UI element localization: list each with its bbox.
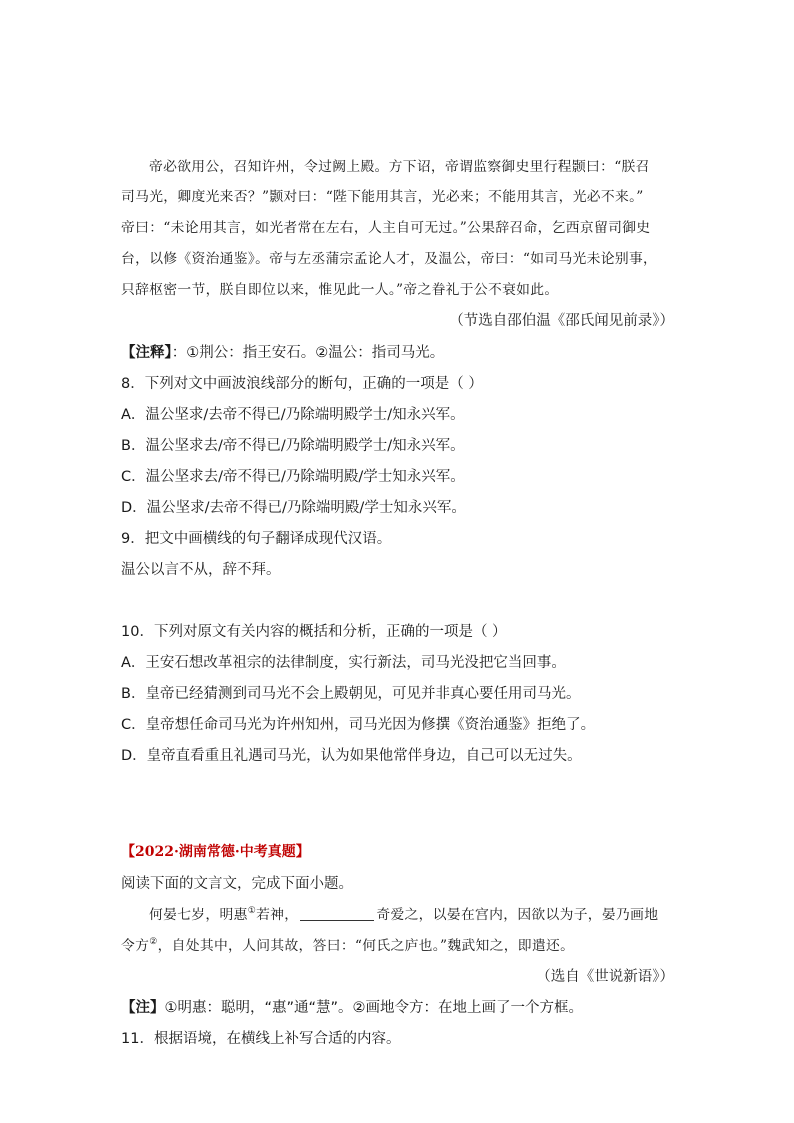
annotation-text: ：①荆公：指王安石。②温公：指司马光。 bbox=[171, 345, 445, 361]
question-8-option-c: C．温公坚求去/帝不得已/乃除端明殿/学士知永兴军。 bbox=[121, 469, 465, 485]
passage2-source: （选自《世说新语》） bbox=[536, 969, 674, 985]
question-10-option-d: D．皇帝直看重且礼遇司马光，认为如果他常伴身边，自己可以无过失。 bbox=[121, 748, 582, 764]
question-8-option-d: D．温公坚求/去帝不得已/乃除端明殿/学士知永兴军。 bbox=[121, 500, 466, 516]
passage-line-3: 帝曰：“未论用其言，如光者常在左右，人主自可无过。”公果辞召命，乞西京留司御史 bbox=[121, 220, 651, 236]
question-10-option-b: B．皇帝已经猜测到司马光不会上殿朝见，可见并非真心要任用司马光。 bbox=[121, 686, 581, 702]
exam-source-header: 【2022·湖南常德·中考真题】 bbox=[121, 844, 310, 860]
passage-source: （节选自邵伯温《邵氏闻见前录》） bbox=[449, 313, 674, 329]
annotation-note bbox=[121, 343, 684, 363]
question-11-stem: 11．根据语境，在横线上补写合适的内容。 bbox=[121, 1031, 401, 1047]
question-8-stem: 8．下列对文中画波浪线部分的断句，正确的一项是（ ） bbox=[121, 376, 483, 392]
passage2-line-2: 令方②，自处其中，人问其故，答曰：“何氏之庐也。”魏武知之，即遣还。 bbox=[121, 937, 575, 954]
passage-line-2: 司马光，卿度光来否？”颢对曰：“陛下能用其言，光必来；不能用其言，光必不来。” bbox=[121, 189, 644, 205]
question-10-stem: 10．下列对原文有关内容的概括和分析，正确的一项是（ ） bbox=[121, 624, 507, 640]
question-8-option-a: A．温公坚求/去帝不得已/乃除端明殿学士/知永兴军。 bbox=[121, 407, 465, 423]
annotation-label: 【注释】 bbox=[121, 345, 172, 361]
passage-line-5: 只辞枢密一节，朕自即位以来，惟见此一人。”帝之眷礼于公不衰如此。 bbox=[121, 282, 559, 298]
question-10-option-c: C．皇帝想任命司马光为许州知州，司马光因为修撰《资治通鉴》拒绝了。 bbox=[121, 717, 596, 733]
passage2-note bbox=[121, 998, 684, 1018]
question-10-option-a: A．王安石想改革祖宗的法律制度，实行新法，司马光没把它当回事。 bbox=[121, 655, 566, 671]
fill-in-blank[interactable] bbox=[300, 906, 374, 921]
question-9-sentence: 温公以言不从，辞不拜。 bbox=[121, 562, 281, 578]
question-9-stem: 9．把文中画横线的句子翻译成现代汉语。 bbox=[121, 531, 392, 547]
reading-instruction: 阅读下面的文言文，完成下面小题。 bbox=[121, 876, 353, 892]
passage2-note-text: ①明惠：聪明，“惠”通“慧”。②画地令方：在地上画了一个方框。 bbox=[164, 1000, 584, 1016]
question-8-option-b: B．温公坚求去/帝不得已/乃除端明殿学士/知永兴军。 bbox=[121, 438, 465, 454]
passage-line-1: 帝必欲用公，召知许州，令过阙上殿。方下诏，帝谓监察御史里行程颢曰：“朕召 bbox=[149, 159, 650, 175]
passage-line-4: 台，以修《资治通鉴》。帝与左丞蒲宗孟论人才，及温公，帝曰：“如司马光未论别事， bbox=[121, 251, 658, 267]
passage2-note-label: 【注】 bbox=[121, 1000, 165, 1016]
passage2-line-1: 何晏七岁，明惠①若神， 奇爱之，以晏在宫内，因欲以为子，晏乃画地 bbox=[149, 906, 659, 923]
